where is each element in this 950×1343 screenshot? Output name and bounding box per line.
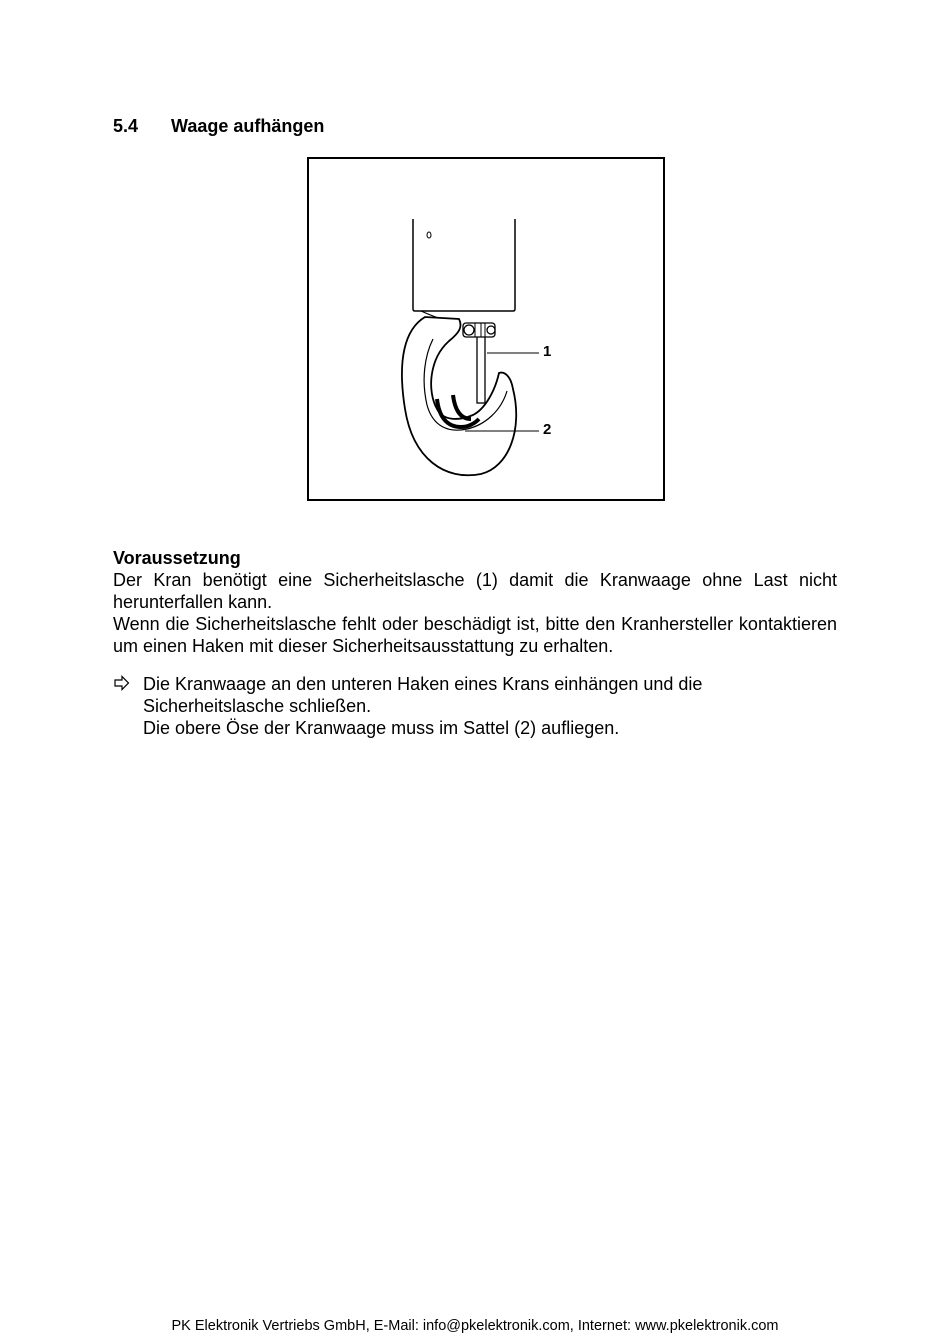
callout-1: 1 — [543, 343, 552, 360]
step-line-1: Die Kranwaage an den unteren Haken eines Krans einhängen und die — [143, 674, 703, 694]
section-title: Waage aufhängen — [171, 116, 325, 136]
section-number: 5.4 — [113, 116, 139, 136]
crane-hook-figure — [307, 157, 665, 501]
step-line-3: Die obere Öse der Kranwaage muss im Sattel (2) aufliegen. — [143, 718, 620, 738]
requirement-paragraph-2: Wenn die Sicherheitslasche fehlt oder beschädigt ist, bitte den Kranhersteller kontaktieren um einen Haken mit dieser Sicherheitsausstattung zu erhalten. — [113, 614, 837, 656]
scale-screw — [427, 232, 431, 238]
section-heading — [113, 116, 324, 137]
outline-arrow-right-icon — [113, 674, 131, 692]
instruction-step — [113, 673, 837, 739]
crane-hook-illustration — [309, 159, 663, 499]
page-footer: PK Elektronik Vertriebs GmbH, E-Mail: info@pkelektronik.com, Internet: www.pkelektronik.com — [171, 1318, 779, 1334]
callout-2: 2 — [543, 421, 552, 438]
hook-outline — [402, 317, 516, 475]
requirement-section — [113, 547, 837, 657]
requirement-title: Voraussetzung — [113, 548, 241, 568]
step-line-2: Sicherheitslasche schließen. — [143, 696, 372, 716]
scale-body — [413, 219, 515, 311]
requirement-paragraph-1: Der Kran benötigt eine Sicherheitslasche (1) damit die Kranwaage ohne Last nicht herunterfallen kann. — [113, 570, 837, 612]
safety-latch — [477, 335, 485, 403]
saddle-mark — [453, 395, 471, 419]
